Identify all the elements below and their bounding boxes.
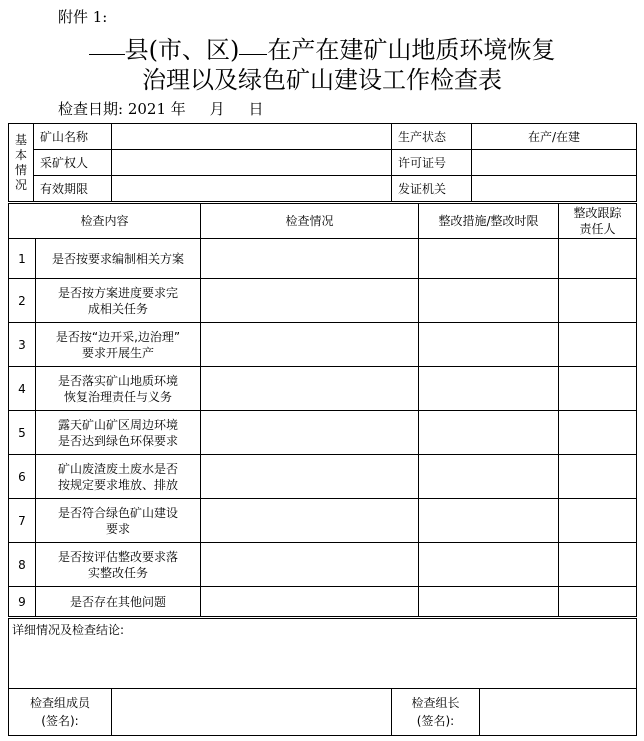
- production-status-label: 生产状态: [392, 124, 472, 150]
- mine-name-field[interactable]: [112, 124, 392, 150]
- inspection-header-row: [9, 204, 637, 239]
- license-label: 许可证号: [392, 150, 472, 176]
- situation-cell[interactable]: [201, 587, 419, 617]
- measures-cell[interactable]: [419, 543, 559, 587]
- header-situation: 检查情况: [201, 204, 419, 239]
- row-number: 7: [9, 499, 36, 543]
- check-item: 露天矿山矿区周边环境 是否达到绿色环保要求: [36, 411, 201, 455]
- responsible-cell[interactable]: [559, 499, 637, 543]
- leader-sign-field[interactable]: [480, 689, 637, 736]
- responsible-cell[interactable]: [559, 323, 637, 367]
- measures-cell[interactable]: [419, 323, 559, 367]
- responsible-cell[interactable]: [559, 543, 637, 587]
- table-row: [9, 499, 637, 543]
- check-item: 是否存在其他问题: [36, 587, 201, 617]
- inspection-date: [58, 98, 263, 119]
- mine-name-label: 矿山名称: [34, 124, 112, 150]
- check-item: 是否符合绿色矿山建设 要求: [36, 499, 201, 543]
- issuer-label: 发证机关: [392, 176, 472, 202]
- inspection-table: [8, 203, 637, 617]
- county-name-blank[interactable]: [89, 30, 125, 55]
- check-item: 矿山废渣废土废水是否 按规定要求堆放、排放: [36, 455, 201, 499]
- row-number: 4: [9, 367, 36, 411]
- table-row: [9, 239, 637, 279]
- table-row: [9, 279, 637, 323]
- title-line1-rest: 在产在建矿山地质环境恢复: [267, 36, 556, 64]
- owner-label: 采矿权人: [34, 150, 112, 176]
- conclusion-label: 详细情况及检查结论:: [12, 623, 125, 637]
- basic-section-label: 基 本 情 况: [9, 124, 34, 202]
- table-row: [9, 587, 637, 617]
- members-sign-label: 检查组成员 (签名):: [9, 689, 112, 736]
- table-row: [9, 455, 637, 499]
- row-number: 1: [9, 239, 36, 279]
- table-row: [9, 543, 637, 587]
- measures-cell[interactable]: [419, 455, 559, 499]
- header-responsible: 整改跟踪 责任人: [559, 204, 637, 239]
- county-suffix-blank[interactable]: [239, 30, 267, 55]
- validity-field[interactable]: [112, 176, 392, 202]
- measures-cell[interactable]: [419, 279, 559, 323]
- responsible-cell[interactable]: [559, 239, 637, 279]
- basic-info-table: [8, 123, 637, 202]
- situation-cell[interactable]: [201, 543, 419, 587]
- situation-cell[interactable]: [201, 279, 419, 323]
- issuer-field[interactable]: [472, 176, 637, 202]
- situation-cell[interactable]: [201, 455, 419, 499]
- responsible-cell[interactable]: [559, 411, 637, 455]
- leader-sign-label: 检查组长 (签名):: [392, 689, 480, 736]
- production-status-field[interactable]: 在产/在建: [472, 124, 637, 150]
- members-sign-field[interactable]: [112, 689, 392, 736]
- situation-cell[interactable]: [201, 367, 419, 411]
- check-item: 是否落实矿山地质环境 恢复治理责任与义务: [36, 367, 201, 411]
- annex-label: 附件 1:: [58, 8, 108, 26]
- validity-label: 有效期限: [34, 176, 112, 202]
- row-number: 8: [9, 543, 36, 587]
- row-number: 9: [9, 587, 36, 617]
- date-month-label: 月: [209, 100, 225, 118]
- measures-cell[interactable]: [419, 239, 559, 279]
- date-label: 检查日期: 2021 年: [58, 100, 186, 118]
- check-item: 是否按“边开采,边治理” 要求开展生产: [36, 323, 201, 367]
- header-measures: 整改措施/整改时限: [419, 204, 559, 239]
- responsible-cell[interactable]: [559, 367, 637, 411]
- responsible-cell[interactable]: [559, 279, 637, 323]
- check-item: 是否按评估整改要求落 实整改任务: [36, 543, 201, 587]
- owner-field[interactable]: [112, 150, 392, 176]
- footer-table: [8, 618, 637, 736]
- situation-cell[interactable]: [201, 499, 419, 543]
- table-row: [9, 323, 637, 367]
- table-row: [9, 367, 637, 411]
- license-field[interactable]: [472, 150, 637, 176]
- table-row: [9, 411, 637, 455]
- conclusion-field[interactable]: [9, 619, 637, 689]
- measures-cell[interactable]: [419, 587, 559, 617]
- row-number: 5: [9, 411, 36, 455]
- header-content: 检查内容: [9, 204, 201, 239]
- row-number: 2: [9, 279, 36, 323]
- date-day-label: 日: [248, 100, 264, 118]
- situation-cell[interactable]: [201, 323, 419, 367]
- situation-cell[interactable]: [201, 411, 419, 455]
- check-item: 是否按方案进度要求完 成相关任务: [36, 279, 201, 323]
- responsible-cell[interactable]: [559, 455, 637, 499]
- measures-cell[interactable]: [419, 499, 559, 543]
- form-title-line-2: 治理以及绿色矿山建设工作检查表: [142, 66, 502, 94]
- check-item: 是否按要求编制相关方案: [36, 239, 201, 279]
- measures-cell[interactable]: [419, 411, 559, 455]
- row-number: 6: [9, 455, 36, 499]
- responsible-cell[interactable]: [559, 587, 637, 617]
- measures-cell[interactable]: [419, 367, 559, 411]
- row-number: 3: [9, 323, 36, 367]
- situation-cell[interactable]: [201, 239, 419, 279]
- county-label: 县(市、区): [124, 36, 240, 64]
